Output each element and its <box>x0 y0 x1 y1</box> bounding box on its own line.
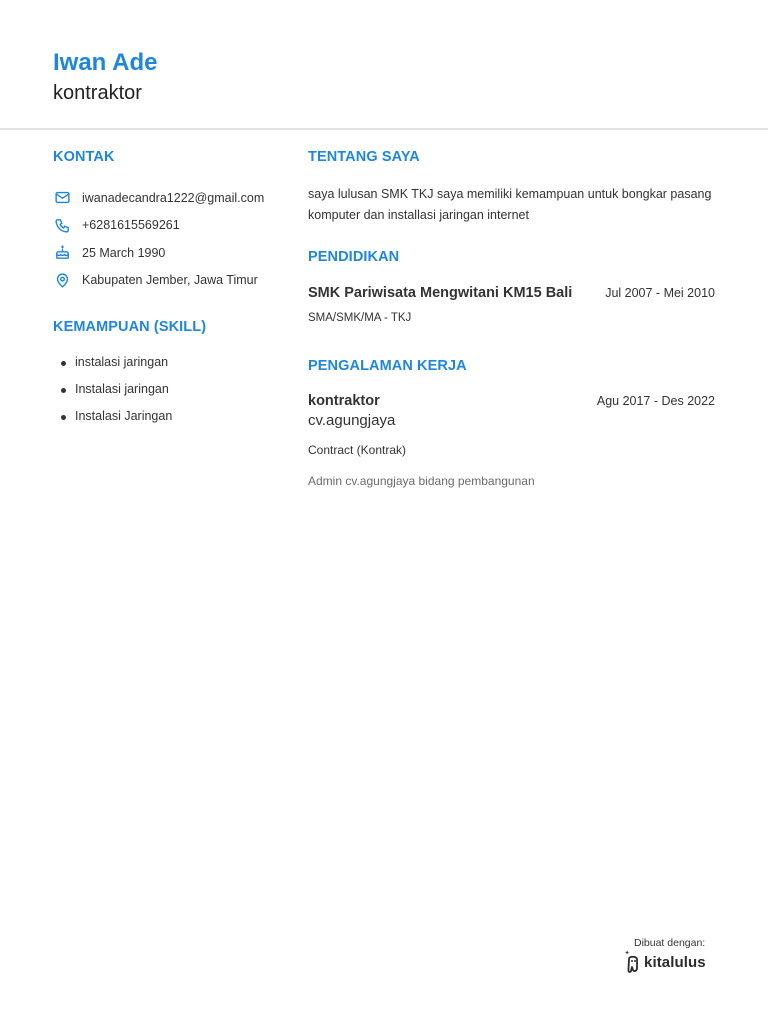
contact-list <box>53 184 283 294</box>
about-text: saya lulusan SMK TKJ saya memiliki kemampuan untuk bongkar pasang komputer dan installasi jaringan internet <box>308 187 712 222</box>
location-icon <box>53 271 71 289</box>
bullet-icon <box>61 361 66 366</box>
education-degree: SMA/SMK/MA - TKJ <box>308 312 412 324</box>
skills-list <box>53 355 283 436</box>
skill-label: instalasi jaringan <box>75 355 169 369</box>
candidate-title: kontraktor <box>53 82 142 104</box>
contact-email-text[interactable]: iwanadecandra1222@gmail.com <box>82 190 265 205</box>
skill-label: Instalasi jaringan <box>75 382 169 396</box>
experience-position: kontraktor <box>308 393 380 409</box>
cake-icon <box>53 244 71 262</box>
header-divider <box>0 128 768 130</box>
contact-location-text: Kabupaten Jember, Jawa Timur <box>82 273 258 288</box>
about-heading: TENTANG SAYA <box>308 149 420 165</box>
experience-company: cv.agungjaya <box>308 412 396 429</box>
experience-entry <box>308 393 715 409</box>
left-column <box>53 148 283 436</box>
contact-phone <box>53 212 283 240</box>
experience-heading: PENGALAMAN KERJA <box>308 358 467 374</box>
brand-name: kitalulus <box>644 953 706 971</box>
skills-heading: KEMAMPUAN (SKILL) <box>53 319 207 335</box>
phone-icon <box>53 216 71 234</box>
education-school: SMK Pariwisata Mengwitani KM15 Bali <box>308 285 573 301</box>
bullet-icon <box>61 415 66 420</box>
experience-description: Admin cv.agungjaya bidang pembangunan <box>308 474 535 488</box>
education-heading: PENDIDIKAN <box>308 249 400 265</box>
contact-location <box>53 267 283 295</box>
contact-heading: KONTAK <box>53 149 115 165</box>
experience-date: Agu 2017 - Des 2022 <box>596 394 715 408</box>
kitalulus-mascot-icon <box>624 949 642 975</box>
made-with-label: Dibuat dengan: <box>634 937 706 949</box>
right-column <box>308 148 718 488</box>
skill-label: Instalasi Jaringan <box>75 409 173 423</box>
contact-phone-text[interactable]: +6281615569261 <box>82 218 180 233</box>
skill-item <box>53 409 283 436</box>
experience-type: Contract (Kontrak) <box>308 443 407 457</box>
resume-header <box>53 48 157 106</box>
skill-item <box>53 382 283 409</box>
skill-item <box>53 355 283 382</box>
bullet-icon <box>61 388 66 393</box>
kitalulus-logo <box>624 949 706 975</box>
contact-birthdate-text: 25 March 1990 <box>82 245 166 260</box>
mail-icon <box>53 189 71 207</box>
education-date: Jul 2007 - Mei 2010 <box>605 286 715 300</box>
candidate-name: Iwan Ade <box>53 49 158 76</box>
contact-birthdate <box>53 239 283 267</box>
contact-email <box>53 184 283 212</box>
education-entry <box>308 285 715 301</box>
